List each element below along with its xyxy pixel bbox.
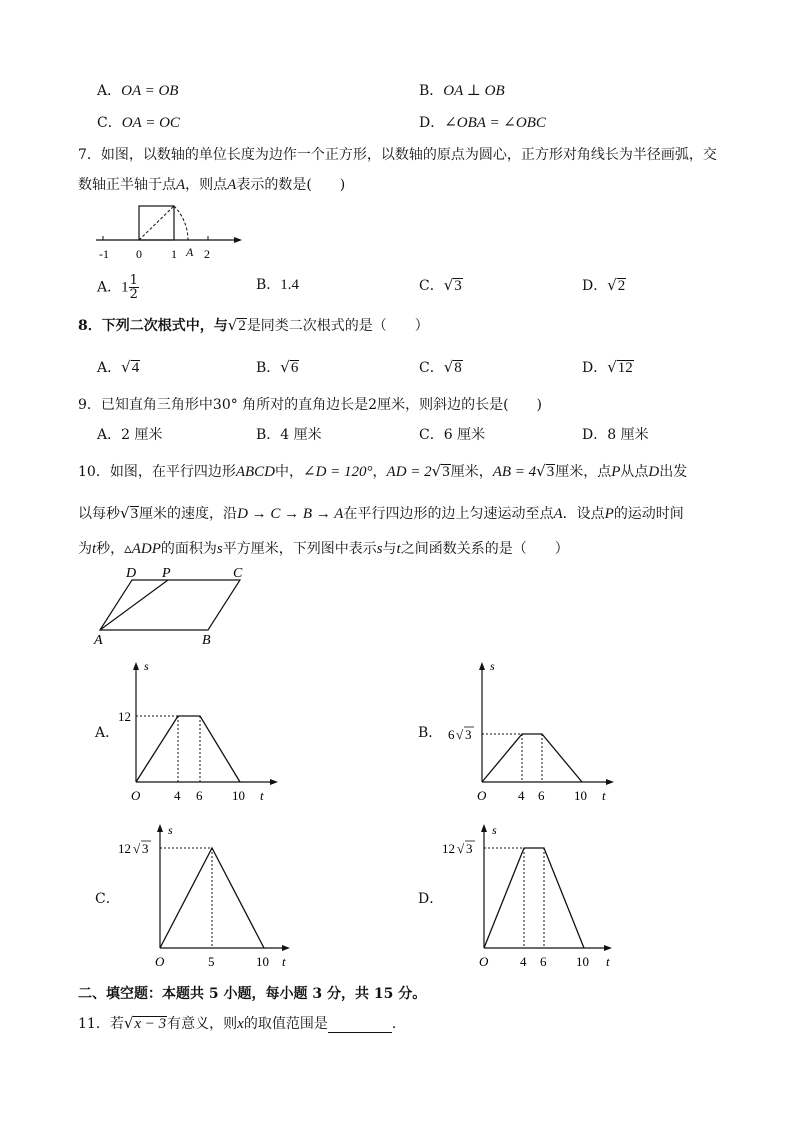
text: 在平行四边形的边上匀速运动至点 <box>343 506 554 522</box>
label-1: 1 <box>171 247 177 261</box>
q8-option-a: A．√4 <box>97 358 140 376</box>
fraction <box>129 274 139 301</box>
section-2-title: 二、填空题：本题共 5 小题，每小题 3 分，共 15 分。 <box>78 986 427 1002</box>
text: 以每秒 <box>78 506 120 522</box>
t-axis-arrow <box>604 945 612 951</box>
option-letter: C． <box>419 278 444 294</box>
radical-sign-icon: √ <box>133 841 141 856</box>
option-letter: B． <box>419 83 444 99</box>
q7-stem-line1: 7．如图，以数轴的单位长度为边作一个正方形，以数轴的原点为圆心，正方形对角线长为半径画弧，交 <box>78 147 717 163</box>
radicand: 4 <box>131 360 140 376</box>
var: A <box>553 506 563 522</box>
guide-lines <box>484 848 544 948</box>
math: D → C → B → A <box>237 506 344 522</box>
var: x <box>237 1016 244 1032</box>
graph-a <box>110 656 290 806</box>
text: 有意义，则 <box>167 1016 238 1032</box>
s-axis-arrow <box>479 662 485 670</box>
point-p-label: P <box>162 566 171 581</box>
parallelogram-figure <box>88 564 258 650</box>
q9-option-c: C．6 厘米 <box>419 427 486 443</box>
text: 从点 <box>620 464 649 480</box>
q7-option-d: D．√2 <box>582 276 626 294</box>
q9-stem: 9．已知直角三角形中30° 角所对的直角边长是2厘米，则斜边的长是( ) <box>78 397 543 413</box>
vertex-d-label: D <box>126 566 137 581</box>
origin-label: O <box>131 788 141 803</box>
q6-option-c <box>97 114 180 132</box>
graph-line <box>136 716 240 782</box>
label-a: A <box>186 245 194 259</box>
s-axis-arrow <box>157 824 163 832</box>
answer-blank[interactable] <box>328 1018 392 1033</box>
text: 的面积为 <box>160 541 217 557</box>
text: 的运动时间 <box>613 506 684 522</box>
option-letter: C． <box>97 115 122 131</box>
label-minus1: -1 <box>99 247 109 261</box>
graph-line <box>484 848 584 948</box>
q7-stem-line2 <box>78 176 345 194</box>
tick-label: 6 <box>540 954 547 969</box>
text: 数轴正半轴于点 <box>78 177 176 193</box>
parallelogram <box>100 580 240 630</box>
option-text: 1.4 <box>280 277 300 293</box>
text: ， <box>372 464 387 480</box>
option-letter: D． <box>582 278 608 294</box>
var: ABCD <box>235 464 275 480</box>
q6-option-b <box>419 82 505 100</box>
tick-label: 6 <box>538 788 545 803</box>
t-label: t <box>606 954 610 969</box>
denominator: 2 <box>129 287 138 302</box>
text: 11．若 <box>78 1016 124 1032</box>
radicand: 3 <box>454 278 462 294</box>
text: ，则点 <box>185 177 228 193</box>
ticks <box>103 236 208 240</box>
q10-line2: 以每秒√3厘米的速度，沿D → C → B → A在平行四边形的边上匀速运动至点A．设点P的运动时间 <box>78 504 684 522</box>
tick-label: 6 <box>196 788 203 803</box>
option-letter: A． <box>97 83 122 99</box>
q9-option-a: A．2 厘米 <box>97 427 163 443</box>
var: t <box>396 541 401 557</box>
vertex-a-label: A <box>94 633 103 648</box>
q9-option-d: D．8 厘米 <box>582 427 649 443</box>
radicand: 3 <box>465 727 472 742</box>
vertex-c-label: C <box>233 566 243 581</box>
q6-option-a <box>97 82 178 100</box>
t-label: t <box>602 788 606 803</box>
option-text: ∠OBA = ∠OBC <box>444 115 546 131</box>
option-text: OA = OB <box>121 83 179 99</box>
radicand: x − 3 <box>134 1016 167 1032</box>
radicand: 3 <box>130 506 139 522</box>
text: 8．下列二次根式中，与 <box>78 318 228 334</box>
radicand: 3 <box>466 841 473 856</box>
s-axis-arrow <box>133 662 139 670</box>
radicand: 3 <box>442 464 450 480</box>
graph-c <box>112 818 302 970</box>
q11-stem: 11．若√x − 3有意义，则x的取值范围是 ． <box>78 1014 406 1032</box>
guide-lines <box>136 716 200 782</box>
y-value-label: 6 <box>448 727 455 742</box>
t-label: t <box>282 954 286 969</box>
radicand: 3 <box>142 841 149 856</box>
guide-lines <box>482 734 542 782</box>
var: A <box>176 177 186 193</box>
option-text: OA = OC <box>121 115 180 131</box>
tick-label: 10 <box>576 954 589 969</box>
text: 表示的数是( ) <box>236 177 346 193</box>
number-line-figure <box>90 200 250 264</box>
radicand: 8 <box>454 360 462 376</box>
text: ． <box>391 1016 406 1032</box>
q6-option-d <box>419 114 546 132</box>
math: AB = 4 <box>492 464 537 480</box>
s-label: s <box>490 659 495 673</box>
radicand: 12 <box>617 360 633 376</box>
graph-b-letter: B． <box>418 725 443 741</box>
tick-label: 10 <box>232 788 245 803</box>
math: ▵ADP <box>124 541 161 557</box>
segment-ap <box>100 580 168 630</box>
var: t <box>92 541 97 557</box>
text: 出发 <box>659 464 688 480</box>
tick-label: 4 <box>520 954 527 969</box>
q7-option-a <box>97 274 139 301</box>
option-letter: D． <box>419 115 445 131</box>
tick-label: 4 <box>174 788 181 803</box>
t-axis-arrow <box>282 945 290 951</box>
s-axis-arrow <box>481 824 487 832</box>
t-axis-arrow <box>606 779 614 785</box>
text: 平方厘米，下列图中表示 <box>222 541 377 557</box>
text: ．设点 <box>562 506 605 522</box>
y-value-label: 12 <box>442 841 455 856</box>
origin-label: O <box>479 954 489 969</box>
y-value-label: 12 <box>118 841 131 856</box>
graph-b <box>448 656 628 806</box>
q10-line1: 10．如图，在平行四边形ABCD中，∠D = 120°，AD = 2√3厘米，AB = 4√3厘米，点P从点D出发 <box>78 462 688 480</box>
tick-label: 4 <box>518 788 525 803</box>
var: s <box>216 541 223 557</box>
option-letter: B． <box>256 277 281 293</box>
origin-label: O <box>155 954 165 969</box>
label-2: 2 <box>204 247 210 261</box>
text: 是同类二次根式的是（ ） <box>246 318 429 334</box>
text: 厘米， <box>450 464 493 480</box>
text: 与 <box>382 541 397 557</box>
var: s <box>376 541 383 557</box>
text: 10．如图，在平行四边形 <box>78 464 236 480</box>
q7-option-c: C．√3 <box>419 276 462 294</box>
q8-option-b: B．√6 <box>256 358 299 376</box>
radical-sign-icon: √ <box>457 841 465 856</box>
text: 中， <box>275 464 303 480</box>
text: 厘米，点 <box>555 464 612 480</box>
q8-stem: 8．下列二次根式中，与√2是同类二次根式的是（ ） <box>78 316 429 334</box>
radicand: 6 <box>290 360 299 376</box>
math: ∠D = 120° <box>303 464 373 480</box>
option-text: OA ⊥ OB <box>443 83 505 99</box>
graph-line <box>482 734 582 782</box>
var: A <box>227 177 237 193</box>
graph-a-letter: A． <box>95 725 120 741</box>
graph-d-letter: D． <box>418 891 444 907</box>
graph-d <box>440 818 630 970</box>
radicand: 2 <box>617 278 626 294</box>
math: AD = 2 <box>386 464 432 480</box>
s-label: s <box>492 823 497 837</box>
q9-option-b: B．4 厘米 <box>256 427 322 443</box>
diagonal <box>139 206 174 240</box>
tick-label: 10 <box>256 954 269 969</box>
y-value-label: 12 <box>118 709 131 724</box>
radicand: 2 <box>238 318 246 334</box>
arc <box>174 206 188 240</box>
text: 秒， <box>96 541 125 557</box>
option-letter: C． <box>419 360 444 376</box>
t-axis-arrow <box>270 779 278 785</box>
numerator: 1 <box>129 273 138 288</box>
s-label: s <box>168 823 173 837</box>
text: 的取值范围是 <box>243 1016 328 1032</box>
text: 为 <box>78 541 92 557</box>
q8-option-d: D．√12 <box>582 358 633 376</box>
q7-option-b <box>256 276 299 294</box>
s-label: s <box>144 659 149 673</box>
var: P <box>611 464 621 480</box>
var: D <box>648 464 660 480</box>
option-letter: B． <box>256 360 281 376</box>
radicand: 3 <box>546 464 555 480</box>
t-label: t <box>260 788 264 803</box>
graph-c-letter: C． <box>95 891 120 907</box>
text: 厘米的速度，沿 <box>139 506 238 522</box>
whole: 1 <box>121 279 129 296</box>
q8-option-c: C．√8 <box>419 358 462 376</box>
tick-label: 5 <box>208 954 215 969</box>
label-0: 0 <box>136 247 142 261</box>
option-letter: A． <box>97 360 122 376</box>
var: P <box>604 506 614 522</box>
option-letter: D． <box>582 360 608 376</box>
axis-arrow <box>234 237 242 243</box>
radical-sign-icon: √ <box>456 727 464 742</box>
text: 之间函数关系的是（ ） <box>400 541 569 557</box>
vertex-b-label: B <box>202 633 211 648</box>
q10-line3 <box>78 540 569 558</box>
option-letter: A． <box>97 279 122 296</box>
tick-label: 10 <box>574 788 587 803</box>
origin-label: O <box>477 788 487 803</box>
